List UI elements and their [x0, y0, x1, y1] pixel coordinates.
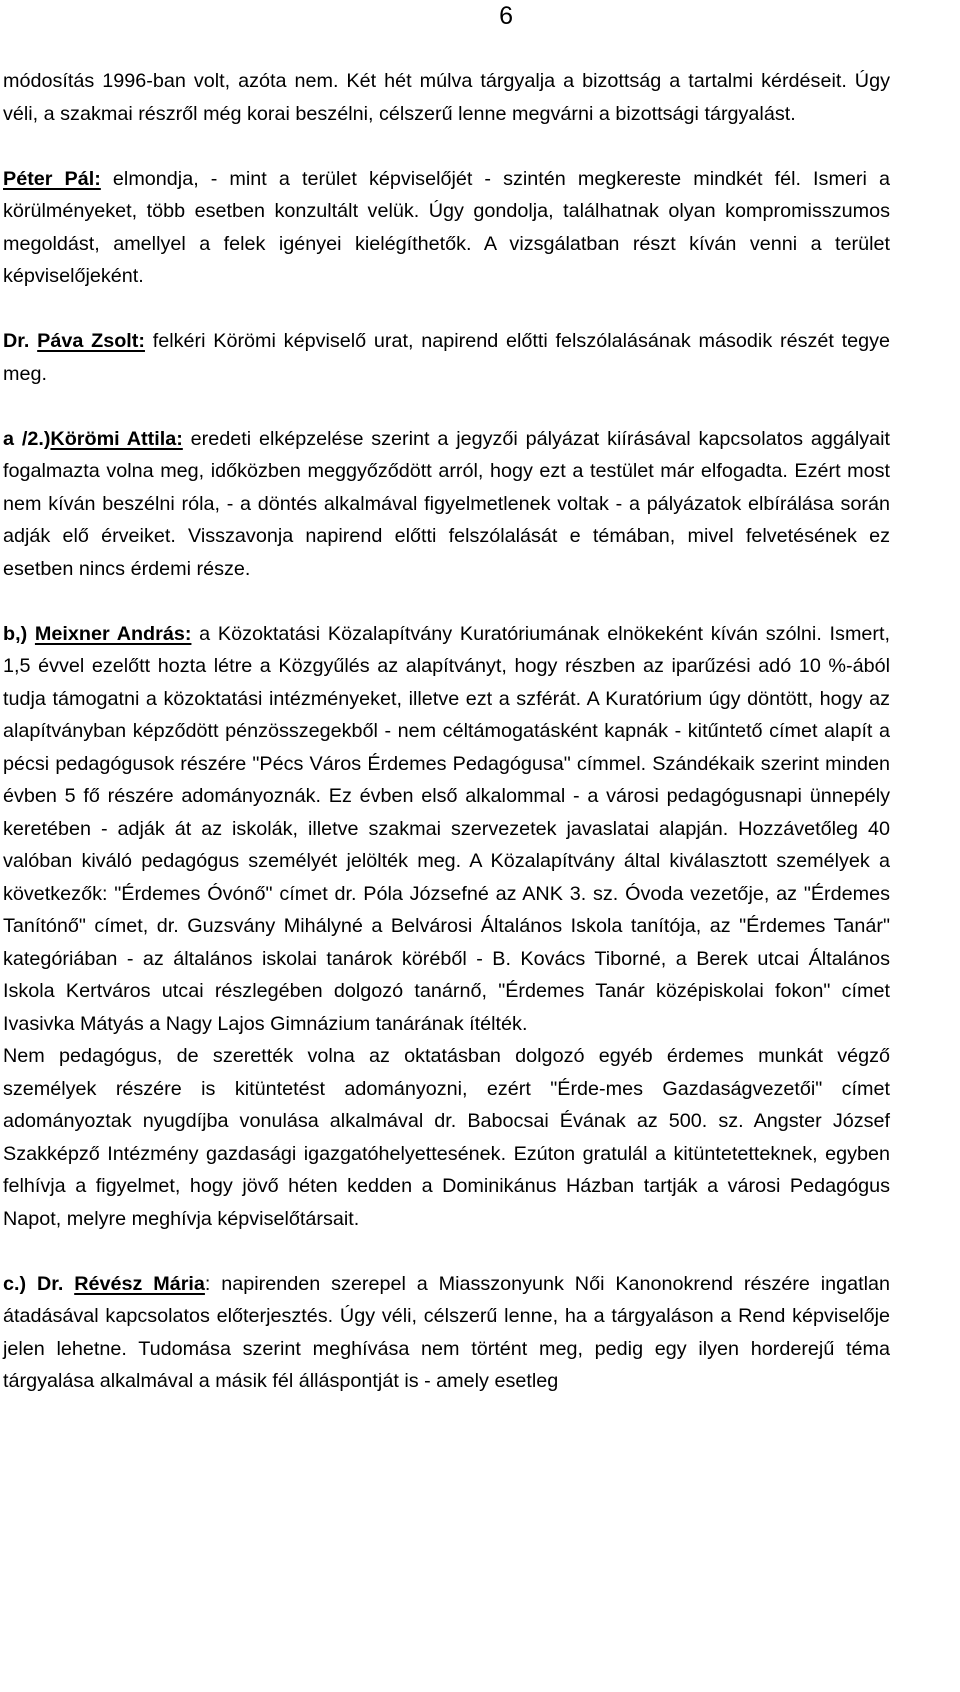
page-number: 6 [499, 2, 513, 30]
paragraph-revesz-maria [3, 1268, 890, 1398]
document-body [3, 65, 890, 1398]
item-marker: c.) Dr. [3, 1272, 75, 1295]
speaker-name: Körömi Attila: [50, 427, 183, 450]
paragraph-meixner-andras [3, 618, 890, 1041]
paragraph-text: felkéri Körömi képviselő urat, napirend előtti felszólalásának második részét tegye meg. [3, 330, 890, 385]
speaker-name: Révész Mária [74, 1272, 205, 1295]
speaker-name: Meixner András: [34, 622, 192, 645]
speaker-name: Péter Pál: [3, 167, 101, 190]
speaker-name: Páva Zsolt: [37, 330, 145, 352]
paragraph-text: módosítás 1996-ban volt, azóta nem. Két hét múlva tárgyalja a bizottság a tartalmi kérdéseit. Úgy véli, a szakmai részről még korai beszélni, célszerű lenne megvárni a bizottsági tárgyalást. [3, 70, 890, 125]
item-marker: a /2.) [3, 427, 51, 450]
paragraph-text: a Közoktatási Közalapítvány Kuratóriumának elnökeként kíván szólni. Ismert, 1,5 évvel ezelőtt hozta létre a Közgyűlés az alapítványt, hogy részben az iparűzési adó 10 %-ából tudja támogatni a közoktatási intézményeket, illetve ezt a szférát. A Kuratórium úgy döntött, hogy az alapítványban képződött pénzösszegekből - nem céltámogatásként kapnák - kitűntető címet alapít a pécsi pedagógusok részére "Pécs Város Érdemes Pedagógusa" címmel. Szándékaik szerint minden évben 5 fő részére adományoznák. Ez évben első alkalommal - a városi pedagógusnapi ünnepély keretében - adják át az iskolák, illetve szakmai szervezetek javaslatai alapján. Hozzávetőleg 40 valóban kiváló pedagógus személyét jelölték meg. A Közalapítvány által kiválasztott személyek a következők: "Érdemes Óvónő" címet dr. Póla Józsefné az ANK 3. sz. Óvoda vezetője, az "Érdemes Tanítónő" címet, dr. Guzsvány Mihályné a Belvárosi Általános Iskola tanítója, az "Érdemes Tanár" kategóriában - az általános iskolai tanárok köréből - B. Kovács Tiborné, a Berek utcai Általános Iskola Kertváros utcai részlegében dolgozó tanárnő, "Érdemes Tanár középiskolai fokon" címet Ivasivka Mátyás a Nagy Lajos Gimnázium tanárának ítélték. [3, 622, 890, 1035]
paragraph-peter-pal [3, 163, 890, 293]
paragraph-text: elmondja, - mint a terület képviselőjét - szintén megkereste mindkét fél. Ismeri a körülményeket, több esetben konzultált velük. Úgy gondolja, találhatnak olyan kompromisszumos megoldást, amellyel a felek igényei kielégíthetők. A vizsgálatban részt kíván venni a terület képviselőjeként. [3, 167, 890, 287]
paragraph-text: eredeti elképzelése szerint a jegyzői pályázat kiírásával kapcsolatos aggályait fogalmazta volna meg, időközben meggyőződött arról, hogy ezt a testület már elfogadta. Ezért most nem kíván beszélni róla, - a döntés alkalmával figyelmetlenek voltak - a pályázatok elbírálása során adják elő érveiket. Visszavonja napirend előtti felszólalását e témában, mivel felvetésének ez esetben nincs érdemi része. [3, 427, 891, 580]
speaker-prefix: Dr. [3, 330, 38, 352]
paragraph-text: : napirenden szerepel a Miasszonyunk Női Kanonokrend részére ingatlan átadásával kapcsolatos előterjesztés. Úgy véli, célszerű lenne, ha a tárgyaláson a Rend képviselője jelen lehetne. Tudomása szerint meghívása nem történt meg, pedig egy ilyen horderejű téma tárgyalása alkalmával a másik fél álláspontját is - amely esetleg [3, 1272, 890, 1392]
paragraph-intro-continuation [3, 65, 890, 130]
paragraph-koromi-attila [3, 423, 890, 586]
paragraph-meixner-continued [3, 1040, 890, 1235]
paragraph-pava-zsolt [3, 325, 890, 390]
item-marker: b,) [3, 622, 35, 645]
paragraph-text: Nem pedagógus, de szerették volna az oktatásban dolgozó egyéb érdemes munkát végző személyek részére is kitüntetést adományozni, ezért "Érde-mes Gazdaságvezetői" címet adományoztak nyugdíjba vonulása alkalmával dr. Babocsai Évának az 500. sz. Angster József Szakképző Intézmény gazdasági igazgatóhelyettesének. Ezúton gratulál a kitüntetetteknek, egyben felhívja a figyelmet, hogy jövő héten kedden a Dominikánus Házban tartják a városi Pedagógus Napot, melyre meghívja képviselőtársait. [3, 1045, 890, 1230]
